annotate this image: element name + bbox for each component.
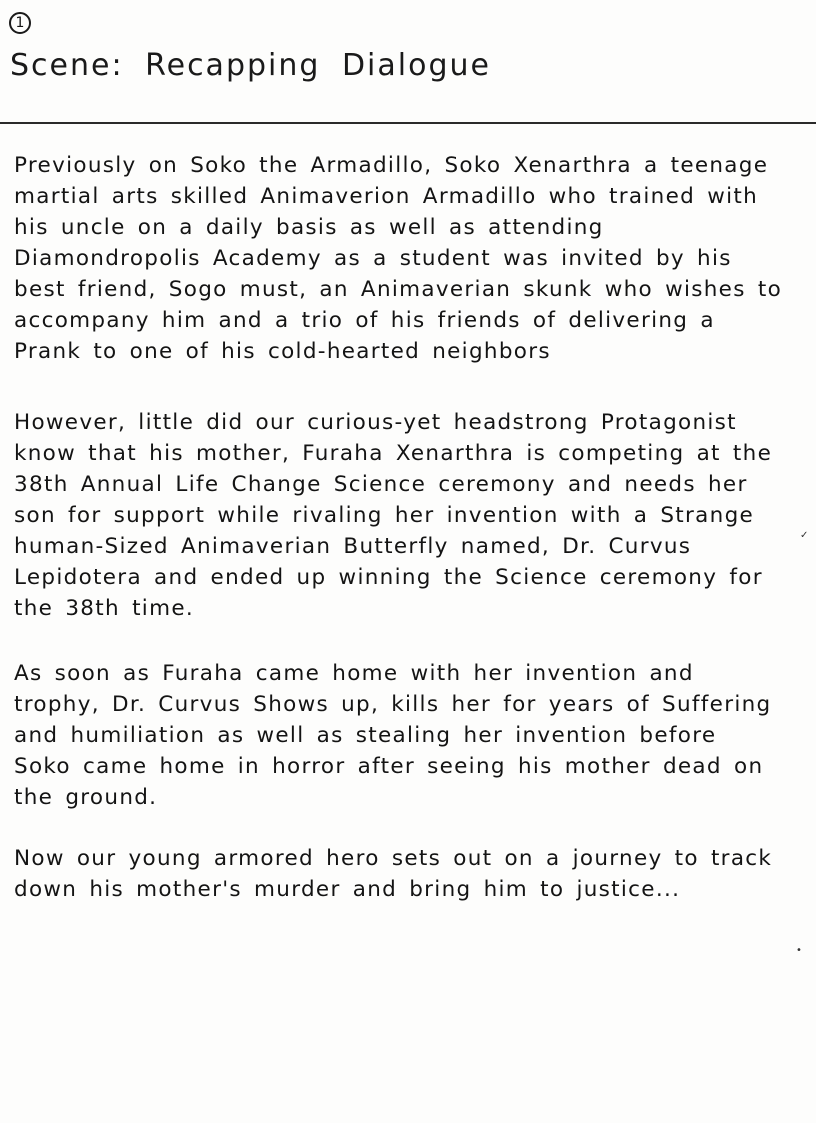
paragraph-murder: As soon as Furaha came home with her invention and trophy, Dr. Curvus Shows up, kills her for years of Suffering and humiliation as well as stealing her invention before Soko came home in horror after seeing his mother dead on the ground.	[14, 661, 772, 810]
paragraph-journey: Now our young armored hero sets out on a journey to track down his mother's murder and bring him to justice...	[14, 846, 773, 902]
title-divider	[0, 122, 816, 124]
paper-speck: •	[796, 945, 802, 956]
page-number-circle	[9, 12, 31, 34]
scene-title: Scene: Recapping Dialogue	[10, 48, 491, 83]
paper-speck: ✓	[800, 530, 809, 541]
paragraph-science-ceremony: However, little did our curious-yet headstrong Protagonist know that his mother, Furaha Xenarthra is competing at the 38th Annual Life Change Science ceremony and needs her son for support while rivaling her invention with a Strange human-Sized Animaverian Butterfly named, Dr. Curvus Lepidotera and ended up winning the Science ceremony for the 38th time.	[14, 410, 773, 621]
story-body	[14, 150, 784, 905]
page-number: 1	[15, 15, 25, 31]
paragraph-recap-intro: Previously on Soko the Armadillo, Soko Xenarthra a teenage martial arts skilled Animaverion Armadillo who trained with his uncle on a daily basis as well as attending Diamondropolis Academy as a student was invited by his best friend, Sogo must, an Animaverian skunk who wishes to accompany him and a trio of his friends of delivering a Prank to one of his cold-hearted neighbors	[14, 153, 783, 364]
